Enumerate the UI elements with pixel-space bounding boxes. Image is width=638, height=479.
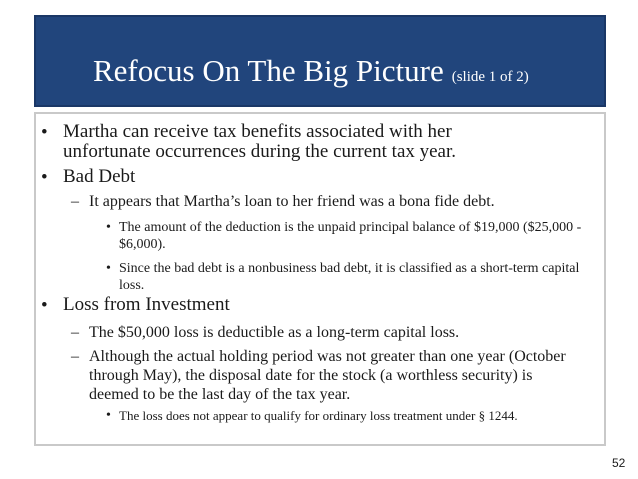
slide-title: Refocus On The Big Picture: [93, 53, 444, 88]
bullet-marker: •: [41, 167, 48, 188]
subbullet-bona-fide-debt: It appears that Martha’s loan to her friend was a bona fide debt.: [89, 193, 495, 210]
bullet-marker: •: [106, 220, 111, 235]
subbullet-long-term-loss: The $50,000 loss is deductible as a long-term capital loss.: [89, 324, 460, 341]
detail-short-term-loss: Since the bad debt is a nonbusiness bad debt, it is classified as a short-term capital loss.: [119, 261, 580, 293]
dash-marker: –: [71, 348, 79, 365]
bullet-marker: •: [41, 295, 48, 316]
dash-marker: –: [71, 324, 79, 341]
slide-subtitle: (slide 1 of 2): [451, 69, 529, 85]
dash-marker: –: [71, 193, 79, 210]
bullet-marker: •: [41, 122, 48, 143]
detail-section-1244: The loss does not appear to qualify for ordinary loss treatment under § 1244.: [119, 408, 518, 423]
title-bar: [34, 15, 606, 107]
subbullet-holding-period: Although the actual holding period was not greater than one year (October through May), the disposal date for the stock (a worthless security) is deemed to be the last day of the tax year.: [89, 348, 566, 403]
bullet-marker: •: [106, 408, 111, 423]
slide-title-line: [93, 53, 529, 89]
bullet-bad-debt: Bad Debt: [63, 166, 136, 187]
bullet-martha-benefits: Martha can receive tax benefits associated with her unfortunate occurrences during the current tax year.: [63, 121, 457, 162]
detail-deduction-amount: The amount of the deduction is the unpaid principal balance of $19,000 ($25,000 - $6,000).: [119, 220, 582, 252]
bullet-loss-from-investment: Loss from Investment: [63, 294, 230, 315]
page-number: 52: [612, 456, 626, 470]
bullet-marker: •: [106, 261, 111, 276]
content-box: [34, 112, 606, 446]
